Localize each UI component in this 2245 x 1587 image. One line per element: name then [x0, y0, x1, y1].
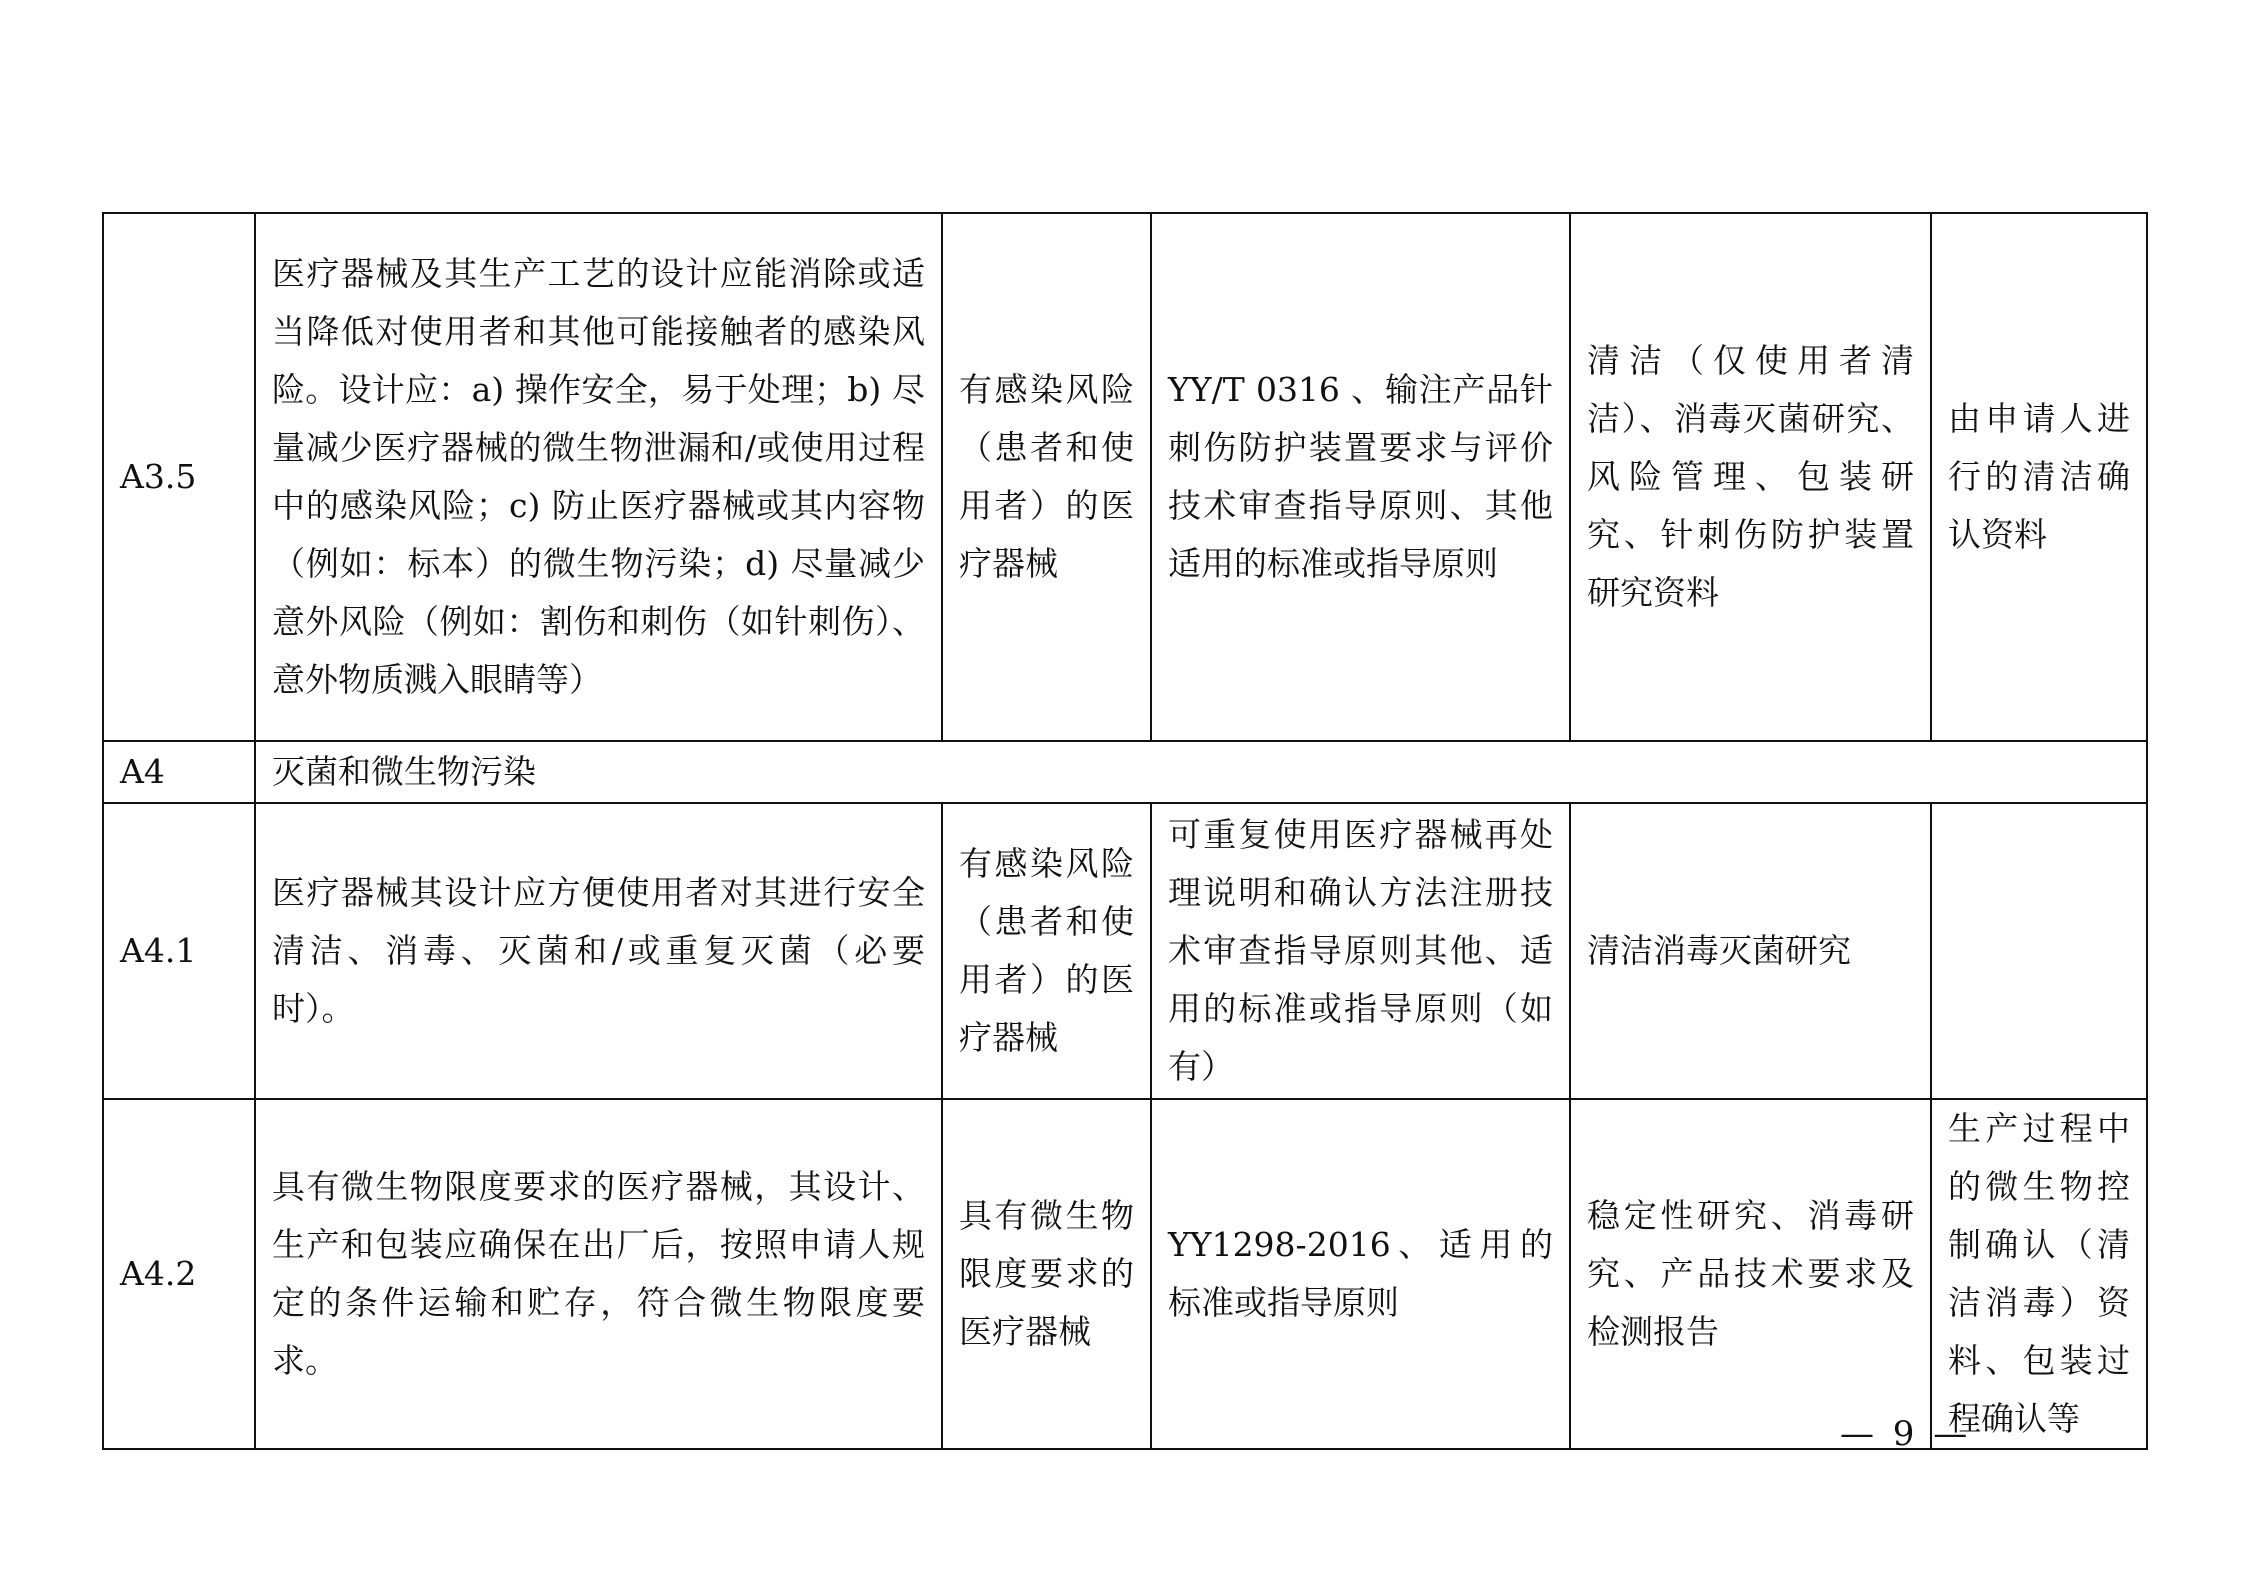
table-row	[103, 213, 2147, 741]
page-number: — 9 —	[1840, 1414, 1972, 1454]
supporting-documents: 由申请人进行的清洁确认资料	[1931, 213, 2147, 741]
row-code: A3.5	[103, 213, 255, 741]
evidence-text: 清洁（仅使用者清洁）、消毒灭菌研究、风险管理、包装研究、针刺伤防护装置研究资料	[1570, 213, 1931, 741]
row-code: A4.1	[103, 803, 255, 1099]
applicable-devices: 有感染风险（患者和使用者）的医疗器械	[942, 213, 1151, 741]
table-row	[103, 1099, 2147, 1449]
section-code: A4	[103, 741, 255, 803]
evidence-text: 清洁消毒灭菌研究	[1570, 803, 1931, 1099]
applicable-standards: 可重复使用医疗器械再处理说明和确认方法注册技术审查指导原则其他、适用的标准或指导原则（如有）	[1151, 803, 1570, 1099]
requirement-text: 医疗器械及其生产工艺的设计应能消除或适当降低对使用者和其他可能接触者的感染风险。设计应：a) 操作安全，易于处理；b) 尽量减少医疗器械的微生物泄漏和/或使用过程中的感染风险；c) 防止医疗器械或其内容物（例如：标本）的微生物污染；d) 尽量减少意外风险（例如：割伤和刺伤（如针刺伤）、意外物质溅入眼睛等）	[255, 213, 942, 741]
supporting-documents: 生产过程中的微生物控制确认（清洁消毒）资料、包装过程确认等	[1931, 1099, 2147, 1449]
applicable-devices: 具有微生物限度要求的医疗器械	[942, 1099, 1151, 1449]
table-row	[103, 803, 2147, 1099]
section-title: 灭菌和微生物污染	[255, 741, 2147, 803]
supporting-documents	[1931, 803, 2147, 1099]
section-row	[103, 741, 2147, 803]
applicable-standards: YY1298-2016、适用的标准或指导原则	[1151, 1099, 1570, 1449]
row-code: A4.2	[103, 1099, 255, 1449]
requirement-text: 具有微生物限度要求的医疗器械，其设计、生产和包装应确保在出厂后，按照申请人规定的条件运输和贮存，符合微生物限度要求。	[255, 1099, 942, 1449]
applicable-standards: YY/T 0316 、输注产品针刺伤防护装置要求与评价技术审查指导原则、其他适用的标准或指导原则	[1151, 213, 1570, 741]
requirement-text: 医疗器械其设计应方便使用者对其进行安全清洁、消毒、灭菌和/或重复灭菌（必要时）。	[255, 803, 942, 1099]
evidence-text: 稳定性研究、消毒研究、产品技术要求及检测报告	[1570, 1099, 1931, 1449]
requirements-table	[102, 212, 2148, 1450]
applicable-devices: 有感染风险（患者和使用者）的医疗器械	[942, 803, 1151, 1099]
